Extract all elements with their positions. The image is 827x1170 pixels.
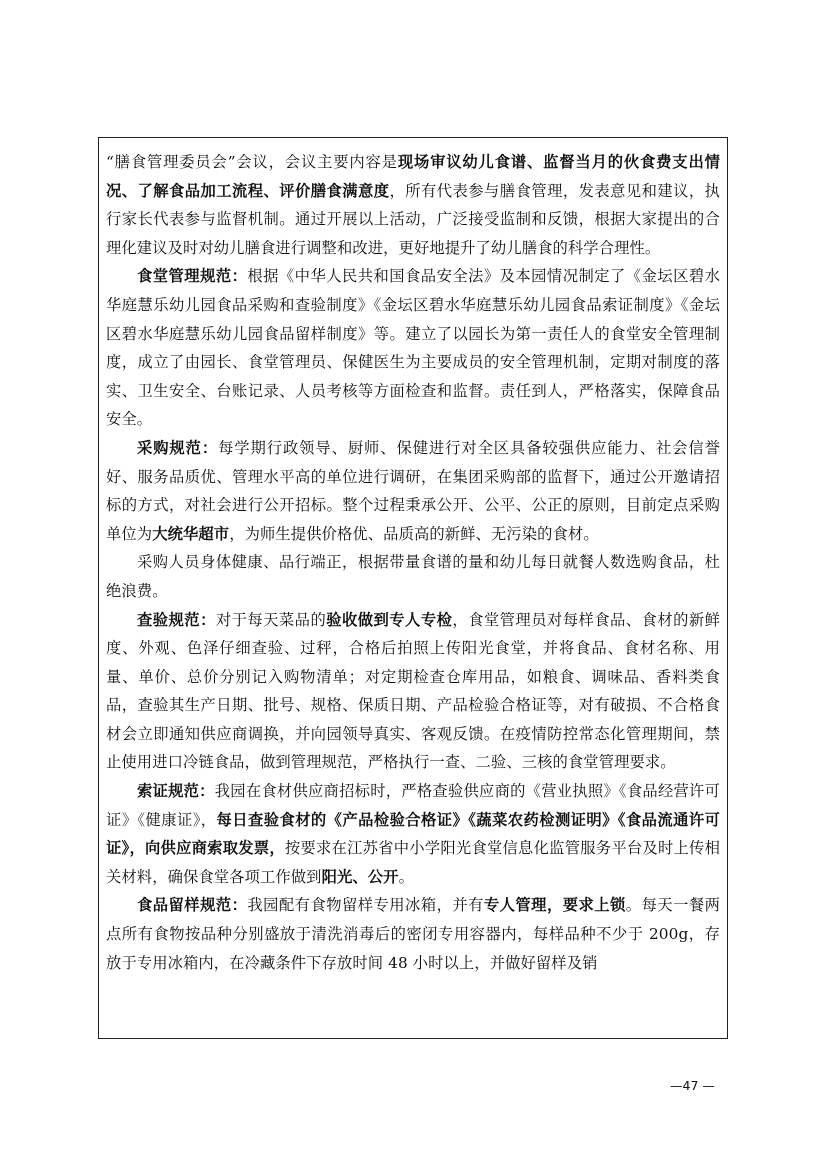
paragraph-certificates bbox=[106, 777, 720, 891]
text-run: ，为师生提供价格优、品质高的新鲜、无污染的食材。 bbox=[229, 524, 599, 543]
text-run: 对于每天菜品的 bbox=[215, 610, 327, 629]
bold-text-run: 阳光、公开 bbox=[321, 867, 399, 886]
bold-text-run: 查验规范： bbox=[137, 610, 216, 629]
bold-text-run: 专人管理，要求上锁 bbox=[483, 896, 626, 915]
paragraph-inspection bbox=[106, 606, 720, 778]
document-body bbox=[106, 148, 720, 977]
paragraph-food-sampling bbox=[106, 891, 720, 977]
bold-text-run: 验收做到专人专检 bbox=[326, 610, 453, 629]
text-run: 根据《中华人民共和国食品安全法》及本园情况制定了《金坛区碧水华庭慧乐幼儿园食品采购和查验制度》《金坛区碧水华庭慧乐幼儿园食品索证制度》《金坛区碧水华庭慧乐幼儿园食品留样制度》等。建立了以园长为第一责任人的食堂安全管理制度，成立了由园长、食堂管理员、保健医生为主要成员的安全管理机制，定期对制度的落实、卫生安全、台账记录、人员考核等方面检查和监督。责任到人，严格落实，保障食品安全。 bbox=[106, 267, 720, 429]
text-run: 我园在食材供应商招标时，严格查验供应商的《营业执照》《食品经营许可证》《健康证》， bbox=[106, 782, 720, 829]
paragraph-procurement bbox=[106, 434, 720, 548]
paragraph-canteen-management bbox=[106, 262, 720, 434]
text-run: 。 bbox=[398, 867, 414, 886]
text-run: ，食堂管理员对每样食品、食材的新鲜度、外观、色泽仔细查验、过秤，合格后拍照上传阳光食堂，并将食品、食材名称、用量、单价、总价分别记入购物清单；对定期检查仓库用品，如粮食、调味品、香料类食品，查验其生产日期、批号、规格、保质日期、产品检验合格证等，对有破损、不合格食材会立即通知供应商调换，并向园领导真实、客观反馈。在疫情防控常态化管理期间，禁止使用进口冷链食品，做到管理规范，严格执行一查、二验、三核的食堂管理要求。 bbox=[106, 610, 721, 772]
bold-text-run: 每日查验食材的《产品检验合格证》《蔬菜农药检测证明》《食品流通许可证》，向供应商索取发票， bbox=[106, 810, 720, 858]
bold-text-run: 食品留样规范： bbox=[137, 896, 248, 915]
paragraph-purchaser bbox=[106, 548, 720, 605]
text-run: ，所有代表参与膳食管理，发表意见和建议，执行家长代表参与监督机制。通过开展以上活动，广泛接受监制和反馈，根据大家提出的合理化建议及时对幼儿膳食进行调整和改进，更好地提升了幼儿膳食的科学合理性。 bbox=[106, 181, 720, 257]
text-run: 采购人员身体健康、品行端正，根据带量食谱的量和幼儿每日就餐人数选购食品，杜绝浪费。 bbox=[106, 553, 720, 600]
bold-text-run: 采购规范： bbox=[137, 438, 219, 457]
paragraph-committee-meeting bbox=[106, 148, 720, 262]
text-run: 每学期行政领导、厨师、保健进行对全区具备较强供应能力、社会信誉好、服务品质优、管理水平高的单位进行调研，在集团采购部的监督下，通过公开邀请招标的方式，对社会进行公开招标。整个过程秉承公开、公平、公正的原则，目前定点采购单位为 bbox=[106, 438, 720, 543]
bold-text-run: 现场审议幼儿食谱、监督当月的伙食费支出情况、了解食品加工流程、评价膳食满意度 bbox=[106, 153, 720, 200]
bold-text-run: 食堂管理规范： bbox=[137, 267, 248, 286]
text-run: 我园配有食物留样专用冰箱，并有 bbox=[247, 896, 484, 915]
text-run: 。每天一餐两点所有食物按品种分别盛放于清洗消毒后的密闭专用容器内，每样品种不少于 200g，存放于专用冰箱内，在冷藏条件下存放时间 48 小时以上，并做好留样及销 bbox=[106, 896, 721, 972]
page-number: —47 — bbox=[670, 1078, 715, 1093]
text-run: “膳食管理委员会”会议，会议主要内容是 bbox=[106, 153, 398, 171]
bold-text-run: 索证规范： bbox=[137, 782, 215, 801]
bold-text-run: 大统华超市 bbox=[152, 524, 230, 543]
text-run: 按要求在江苏省中小学阳光食堂信息化监管服务平台及时上传相关材料，确保食堂各项工作做到 bbox=[106, 839, 720, 886]
